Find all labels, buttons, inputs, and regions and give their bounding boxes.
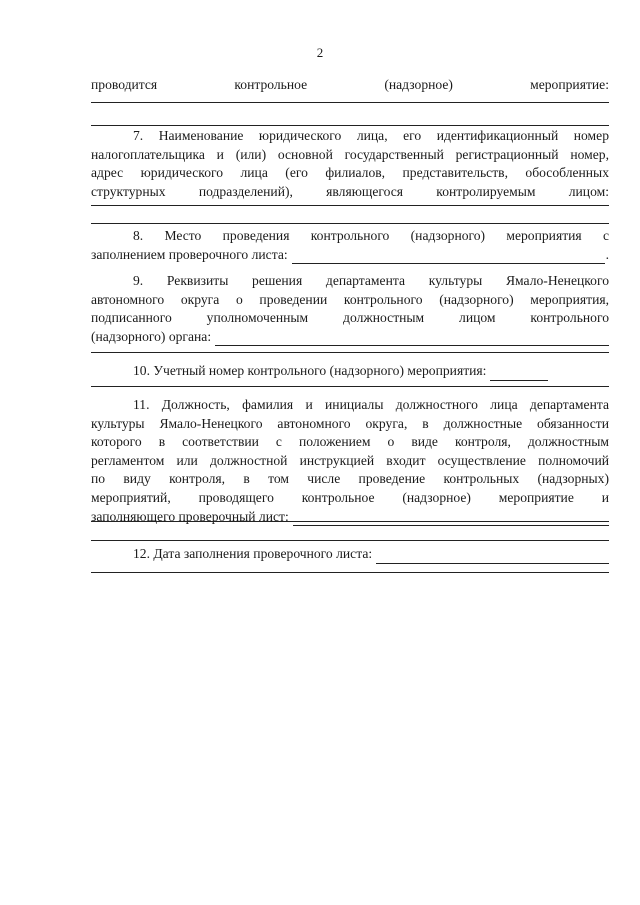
section-11-line-5: по виду контроля, в том числе проведение контрольных (надзорных)	[91, 471, 609, 487]
fill-line[interactable]	[91, 102, 609, 103]
intro-word-2: контрольное	[234, 77, 308, 92]
intro-word-1: проводится	[91, 77, 158, 92]
section-7-line-1: 7. Наименование юридического лица, его идентификационный номер	[133, 128, 609, 143]
fill-line[interactable]	[91, 125, 609, 126]
fill-line[interactable]	[91, 540, 609, 541]
intro-word-3: (надзорное)	[384, 77, 453, 92]
period: .	[605, 246, 609, 262]
section-7	[91, 127, 609, 201]
section-12-label: 12. Дата заполнения проверочного листа:	[133, 546, 373, 561]
fill-line[interactable]	[91, 386, 609, 387]
section-11-line-2: культуры Ямало-Ненецкого автономного округа, в должностные обязанности	[91, 415, 609, 431]
decision-field[interactable]	[215, 332, 609, 346]
section-9-line-1: 9. Реквизиты решения департамента культуры Ямало-Ненецкого	[133, 273, 609, 288]
section-8-label: заполнением проверочного листа:	[91, 246, 288, 262]
date-field[interactable]	[376, 550, 609, 564]
section-12-line-1	[91, 545, 609, 564]
section-11-label: заполняющего проверочный лист:	[91, 508, 289, 524]
section-11-line-6: мероприятий, проводящего контрольное (надзорное) мероприятие и	[91, 489, 609, 505]
section-11-line-7	[91, 508, 609, 527]
section-9	[91, 272, 609, 346]
page-number: 2	[316, 45, 324, 60]
section-10-line-1	[91, 362, 609, 381]
section-8-line-2	[91, 246, 609, 265]
fill-line[interactable]	[91, 572, 609, 573]
fill-line[interactable]	[91, 205, 609, 206]
section-9-line-4	[91, 328, 609, 347]
section-9-line-2: автономного округа о проведении контрольного (надзорного) мероприятия,	[91, 291, 609, 307]
section-10-label: 10. Учетный номер контрольного (надзорного) мероприятия:	[133, 363, 487, 378]
section-7-line-3: адрес юридического лица (его филиалов, представительств, обособленных	[91, 165, 609, 181]
section-8	[91, 227, 609, 264]
section-11-line-3: которого в соответствии с положением о виде контроля, должностным	[91, 434, 609, 450]
section-8-line-1: 8. Место проведения контрольного (надзорного) мероприятия с	[133, 228, 609, 243]
place-field[interactable]	[292, 250, 605, 264]
fill-line[interactable]	[91, 223, 609, 224]
section-11-line-4: регламентом или должностной инструкцией входит осуществление полномочий	[91, 452, 609, 468]
intro-line	[91, 76, 609, 95]
section-10	[91, 362, 609, 381]
official-field[interactable]	[293, 512, 609, 526]
section-7-line-4: структурных подразделений), являющегося контролируемым лицом:	[91, 183, 609, 199]
fill-line[interactable]	[91, 352, 609, 353]
section-11-line-1: 11. Должность, фамилия и инициалы должностного лица департамента	[133, 397, 609, 412]
section-9-label: (надзорного) органа:	[91, 328, 212, 344]
fill-line[interactable]	[91, 521, 609, 522]
section-11	[91, 396, 609, 526]
section-7-line-2: налогоплательщика и (или) основной государственный регистрационный номер,	[91, 146, 609, 162]
intro-word-4: мероприятие:	[530, 77, 609, 92]
record-number-field[interactable]	[490, 367, 548, 381]
section-12	[91, 545, 609, 564]
section-9-line-3: подписанного уполномоченным должностным лицом контрольного	[91, 310, 609, 326]
